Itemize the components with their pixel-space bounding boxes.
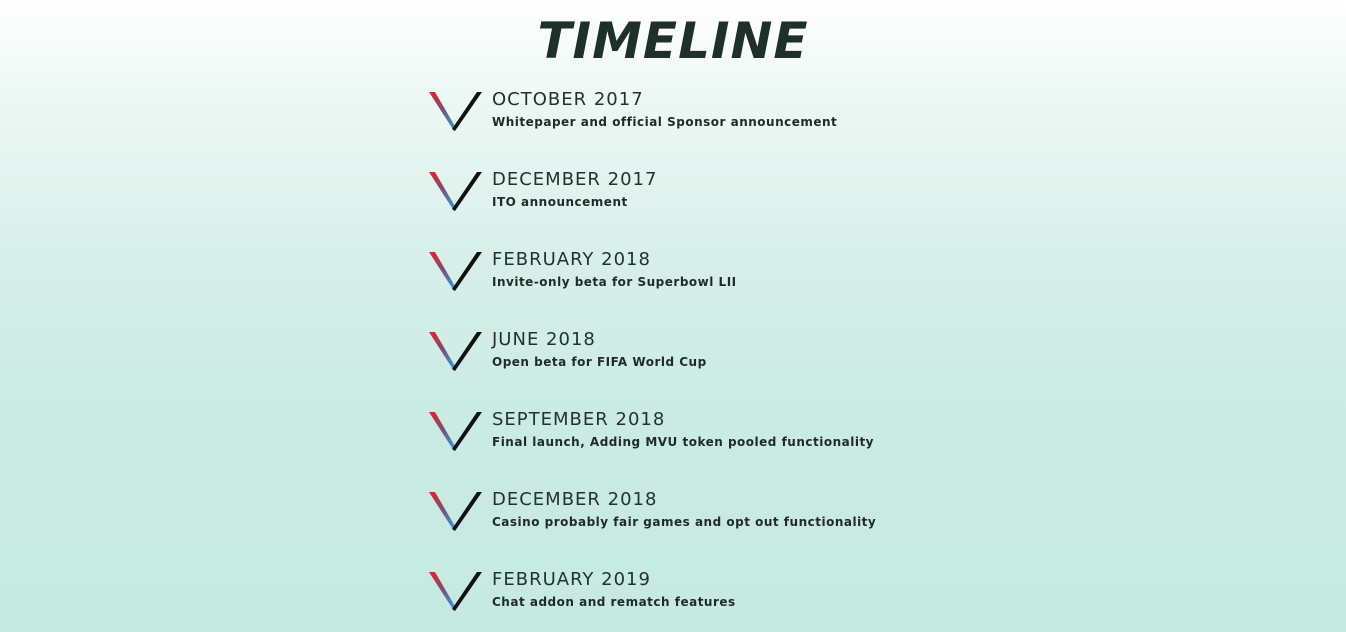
timeline-description: Final launch, Adding MVU token pooled functionality <box>492 435 875 449</box>
page-title: TIMELINE <box>537 12 809 70</box>
v-logo-icon <box>428 490 484 532</box>
v-logo-icon <box>428 570 484 612</box>
timeline-list <box>428 88 1028 632</box>
timeline-date: JUNE 2018 <box>492 329 596 350</box>
timeline-date: SEPTEMBER 2018 <box>492 409 666 430</box>
timeline-item <box>428 488 1028 568</box>
timeline-item <box>428 168 1028 248</box>
timeline-description: ITO announcement <box>492 195 628 209</box>
v-logo-icon <box>428 410 484 452</box>
timeline-date: DECEMBER 2017 <box>492 169 658 190</box>
timeline-description: Open beta for FIFA World Cup <box>492 355 707 369</box>
timeline-description: Chat addon and rematch features <box>492 595 736 609</box>
timeline-item <box>428 328 1028 408</box>
timeline-date: FEBRUARY 2018 <box>492 249 651 270</box>
v-logo-icon <box>428 330 484 372</box>
timeline-item <box>428 248 1028 328</box>
v-logo-icon <box>428 170 484 212</box>
timeline-item <box>428 568 1028 632</box>
timeline-item <box>428 408 1028 488</box>
timeline-date: FEBRUARY 2019 <box>492 569 651 590</box>
timeline-description: Whitepaper and official Sponsor announcement <box>492 115 838 129</box>
timeline-date: DECEMBER 2018 <box>492 489 658 510</box>
timeline-item <box>428 88 1028 168</box>
v-logo-icon <box>428 90 484 132</box>
timeline-description: Invite-only beta for Superbowl LII <box>492 275 737 289</box>
timeline-date: OCTOBER 2017 <box>492 89 644 110</box>
v-logo-icon <box>428 250 484 292</box>
timeline-description: Casino probably fair games and opt out functionality <box>492 515 877 529</box>
